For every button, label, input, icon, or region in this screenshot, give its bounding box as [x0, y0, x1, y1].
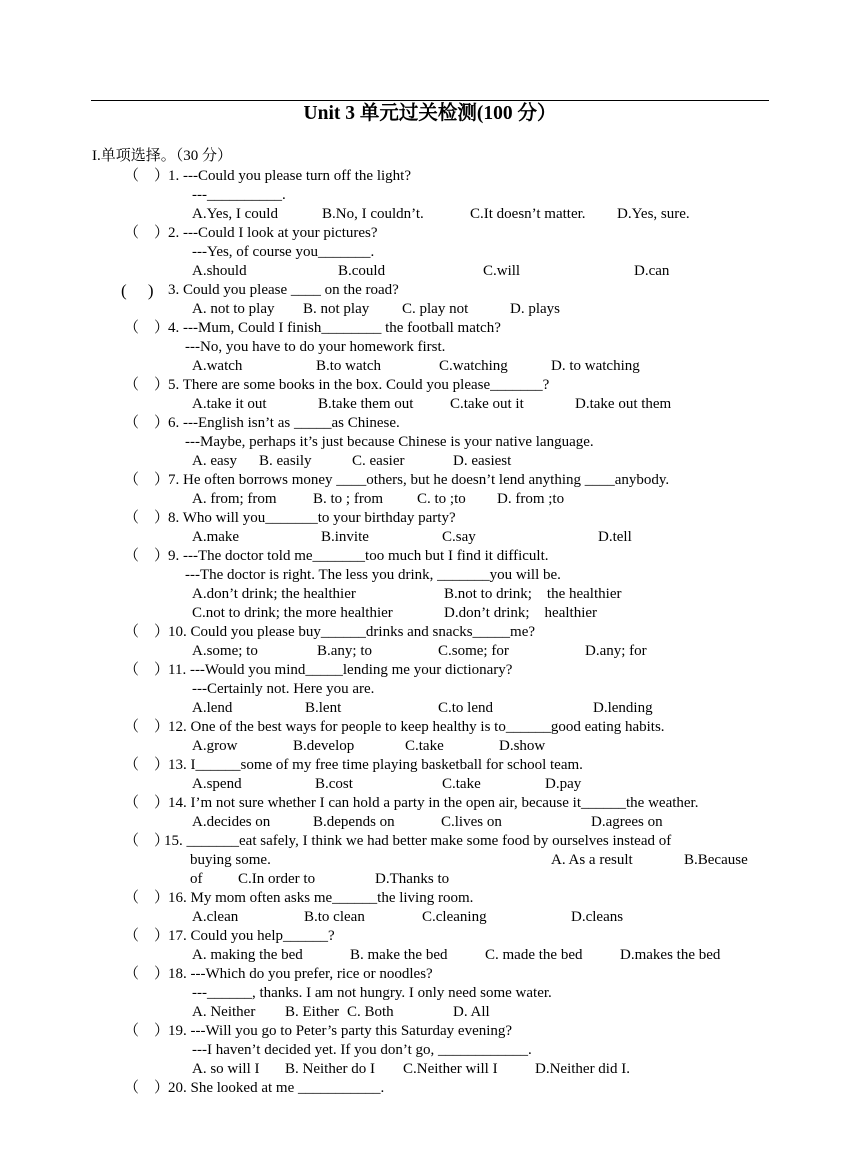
answer-blank-paren: （ ）: [124, 377, 170, 393]
option-c: C.lives on: [441, 814, 502, 830]
answer-blank-paren: （ ）: [124, 320, 170, 336]
question-stem: 6. ---English isn’t as _____as Chinese.: [168, 415, 400, 431]
page-title: Unit 3 单元过关检测(100 分）: [303, 103, 557, 124]
option-d: D.pay: [545, 776, 582, 792]
answer-blank-paren: （ ）: [124, 662, 170, 678]
option-d: D. to watching: [551, 358, 640, 374]
option-c: C.take: [405, 738, 444, 754]
option-b: B. not play: [303, 301, 370, 317]
option-b: B.to clean: [304, 909, 365, 925]
question-dialogue-line: ---The doctor is right. The less you drink, _______you will be.: [185, 567, 561, 583]
question-stem: 4. ---Mum, Could I finish________ the football match?: [168, 320, 501, 336]
option-a: A.clean: [192, 909, 239, 925]
option-b-continuation: of: [190, 871, 203, 887]
question-stem: 2. ---Could I look at your pictures?: [168, 225, 378, 241]
answer-blank-paren: （ ）: [124, 1080, 170, 1096]
question-dialogue-line: ---Maybe, perhaps it’s just because Chinese is your native language.: [185, 434, 594, 450]
option-a: A.take it out: [192, 396, 267, 412]
question-dialogue-line: ---__________.: [192, 187, 286, 203]
option-b: B.to watch: [316, 358, 381, 374]
question-stem: 9. ---The doctor told me_______too much but I find it difficult.: [168, 548, 549, 564]
option-a: A.grow: [192, 738, 238, 754]
option-d: D. from ;to: [497, 491, 565, 507]
option-d: D.take out them: [575, 396, 672, 412]
option-a: A.spend: [192, 776, 242, 792]
question-dialogue-line: ---Yes, of course you_______.: [192, 244, 375, 260]
option-c: C.take out it: [450, 396, 524, 412]
option-a: A. from; from: [192, 491, 277, 507]
option-a: A. making the bed: [192, 947, 303, 963]
option-d: D.makes the bed: [620, 947, 721, 963]
option-b: B.take them out: [318, 396, 414, 412]
option-a: A.Yes, I could: [192, 206, 278, 222]
option-a: A.lend: [192, 700, 233, 716]
option-b: B.lent: [305, 700, 342, 716]
option-c: C.In order to: [238, 871, 316, 887]
answer-blank-paren: （ ）: [124, 966, 170, 982]
option-a: A.watch: [192, 358, 243, 374]
question-stem: 17. Could you help______?: [168, 928, 335, 944]
option-d: D.tell: [598, 529, 632, 545]
section-heading: I.单项选择。（30 分）: [92, 148, 232, 164]
option-b: B.cost: [315, 776, 353, 792]
option-d: D. All: [453, 1004, 490, 1020]
answer-blank-paren: （ ）: [124, 719, 170, 735]
option-d: D.don’t drink; healthier: [444, 605, 598, 621]
question-dialogue-line: ---No, you have to do your homework first.: [185, 339, 446, 355]
option-d: D.agrees on: [591, 814, 663, 830]
answer-blank-paren: （ ）: [124, 833, 170, 849]
option-c: C. play not: [402, 301, 469, 317]
answer-blank-paren: ( ): [121, 281, 154, 300]
option-b: B.any; to: [317, 643, 372, 659]
question-stem: 10. Could you please buy______drinks and snacks_____me?: [168, 624, 536, 640]
question-stem: 8. Who will you_______to your birthday party?: [168, 510, 456, 526]
option-b: B.invite: [321, 529, 369, 545]
answer-blank-paren: （ ）: [124, 890, 170, 906]
option-a: A.don’t drink; the healthier: [192, 586, 356, 602]
question-stem: 5. There are some books in the box. Could you please_______?: [168, 377, 550, 393]
question-dialogue-line: ---Certainly not. Here you are.: [192, 681, 375, 697]
question-stem: 3. Could you please ____ on the road?: [168, 282, 399, 298]
answer-blank-paren: （ ）: [124, 415, 170, 431]
option-c: C. to ;to: [417, 491, 466, 507]
answer-blank-paren: （ ）: [124, 795, 170, 811]
option-c: C.watching: [439, 358, 508, 374]
option-c: C.will: [483, 263, 521, 279]
option-b: B. easily: [259, 453, 312, 469]
option-c: C. easier: [352, 453, 405, 469]
answer-blank-paren: （ ）: [124, 168, 170, 184]
option-a: A. so will I: [192, 1061, 260, 1077]
question-stem: 12. One of the best ways for people to keep healthy is to______good eating habits.: [168, 719, 665, 735]
question-stem: 11. ---Would you mind_____lending me your dictionary?: [168, 662, 513, 678]
answer-blank-paren: （ ）: [124, 548, 170, 564]
answer-blank-paren: （ ）: [124, 624, 170, 640]
question-stem: 18. ---Which do you prefer, rice or noodles?: [168, 966, 433, 982]
option-c: C. made the bed: [485, 947, 583, 963]
option-d: D.Yes, sure.: [617, 206, 690, 222]
option-d: D.Thanks to: [375, 871, 450, 887]
option-d: D.any; for: [585, 643, 647, 659]
question-continuation: buying some.: [190, 852, 271, 868]
question-dialogue-line: ---______, thanks. I am not hungry. I only need some water.: [192, 985, 552, 1001]
question-stem: 14. I’m not sure whether I can hold a party in the open air, because it______the weather.: [168, 795, 699, 811]
option-b: B. Neither do I: [285, 1061, 375, 1077]
option-c: C.take: [442, 776, 481, 792]
option-c: C.to lend: [438, 700, 493, 716]
option-c: C.not to drink; the more healthier: [192, 605, 393, 621]
answer-blank-paren: （ ）: [124, 510, 170, 526]
question-stem: 1. ---Could you please turn off the light?: [168, 168, 412, 184]
answer-blank-paren: （ ）: [124, 472, 170, 488]
question-stem: 16. My mom often asks me______the living room.: [168, 890, 474, 906]
option-d: D.cleans: [571, 909, 624, 925]
option-a: A. easy: [192, 453, 237, 469]
option-d: D. easiest: [453, 453, 512, 469]
question-stem: 15. _______eat safely, I think we had better make some food by ourselves instead of: [164, 833, 672, 849]
option-b: B.not to drink; the healthier: [444, 586, 622, 602]
option-c: C.It doesn’t matter.: [470, 206, 586, 222]
option-d: D.lending: [593, 700, 653, 716]
question-stem: 7. He often borrows money ____others, but he doesn’t lend anything ____anybody.: [168, 472, 670, 488]
option-a: A. not to play: [192, 301, 275, 317]
answer-blank-paren: （ ）: [124, 1023, 170, 1039]
option-c: C.some; for: [438, 643, 509, 659]
option-c: C.cleaning: [422, 909, 487, 925]
answer-blank-paren: （ ）: [124, 225, 170, 241]
question-stem: 19. ---Will you go to Peter’s party this Saturday evening?: [168, 1023, 513, 1039]
option-b: B.Because: [684, 852, 748, 868]
option-b: B.depends on: [313, 814, 395, 830]
option-d: D. plays: [510, 301, 560, 317]
option-d: D.can: [634, 263, 670, 279]
option-b: B.No, I couldn’t.: [322, 206, 424, 222]
option-d: D.Neither did I.: [535, 1061, 630, 1077]
option-b: B. to ; from: [313, 491, 383, 507]
option-b: B. Either: [285, 1004, 340, 1020]
option-b: B.could: [338, 263, 386, 279]
option-a: A.should: [192, 263, 247, 279]
option-a: A.some; to: [192, 643, 258, 659]
option-b: B. make the bed: [350, 947, 448, 963]
option-a: A. Neither: [192, 1004, 256, 1020]
option-c: C.say: [442, 529, 476, 545]
option-d: D.show: [499, 738, 546, 754]
option-a: A. As a result: [551, 852, 633, 868]
option-a: A.make: [192, 529, 240, 545]
option-c: C. Both: [347, 1004, 394, 1020]
question-stem: 20. She looked at me ___________.: [168, 1080, 385, 1096]
question-dialogue-line: ---I haven’t decided yet. If you don’t go, ____________.: [192, 1042, 532, 1058]
answer-blank-paren: （ ）: [124, 928, 170, 944]
answer-blank-paren: （ ）: [124, 757, 170, 773]
question-stem: 13. I______some of my free time playing basketball for school team.: [168, 757, 583, 773]
option-a: A.decides on: [192, 814, 271, 830]
option-c: C.Neither will I: [403, 1061, 498, 1077]
option-b: B.develop: [293, 738, 355, 754]
